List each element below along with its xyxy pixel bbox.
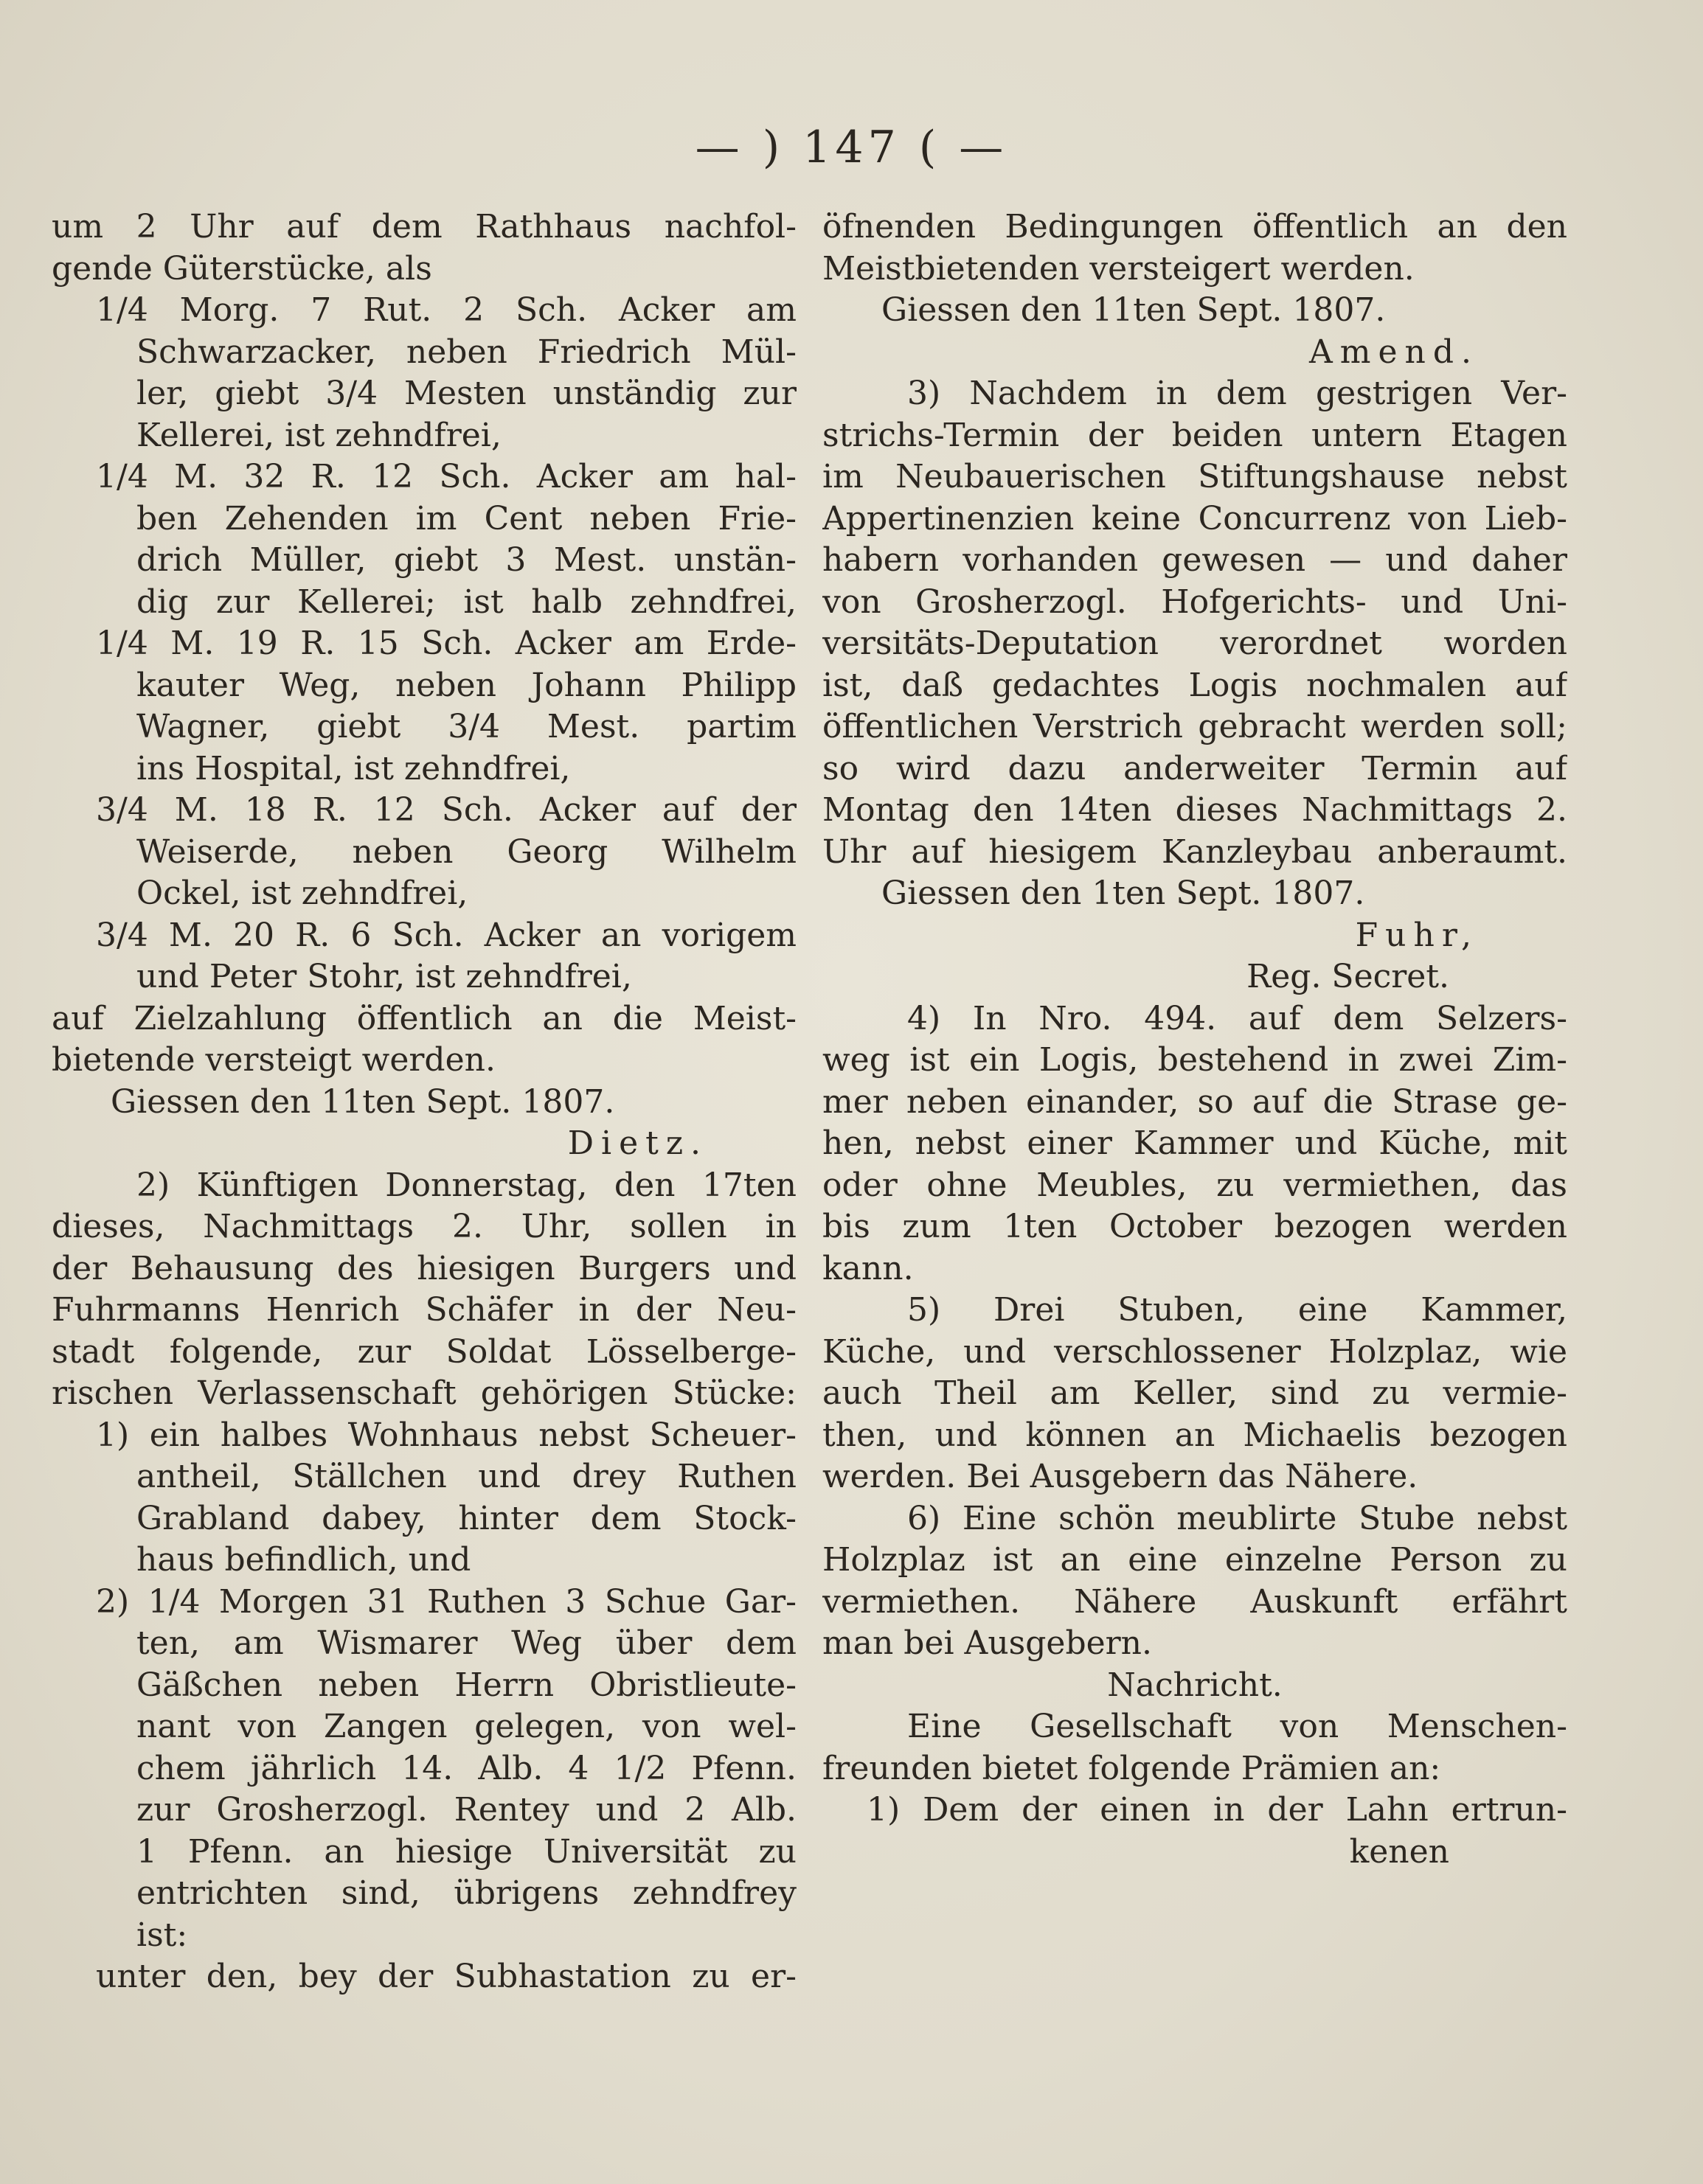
text-line: auf Zielzahlung öffentlich an die Meist- [52, 999, 797, 1037]
text-line: dig zur Kellerei; ist halb zehndfrei, [136, 582, 797, 621]
text-line: 6) Eine schön meublirte Stube nebst [907, 1499, 1567, 1537]
text-line: strichs-Termin der beiden untern Etagen [822, 416, 1567, 454]
text-line: drich Müller, giebt 3 Mest. unstän- [136, 541, 797, 579]
text-line: öfnenden Bedingungen öffentlich an den [822, 208, 1567, 246]
text-line: kenen [1349, 1832, 1449, 1871]
text-line: then, und können an Michaelis bezogen [822, 1416, 1567, 1454]
text-line: man bei Ausgebern. [822, 1624, 1153, 1662]
text-line: bis zum 1ten October bezogen werden [822, 1208, 1567, 1245]
text-line: ben Zehenden im Cent neben Frie- [136, 499, 797, 538]
text-line: gende Güterstücke, als [52, 249, 432, 288]
text-line: zur Grosherzogl. Rentey und 2 Alb. [136, 1791, 797, 1829]
text-line: Holzplaz ist an eine einzelne Person zu [822, 1541, 1567, 1579]
text-line: Kellerei, ist zehndfrei, [136, 416, 502, 454]
text-line: bietende versteigt werden. [52, 1041, 496, 1079]
text-line: ler, giebt 3/4 Mesten unständig zur [136, 375, 797, 412]
text-line: antheil, Ställchen und drey Ruthen [136, 1458, 797, 1495]
text-line: Nachricht. [1107, 1666, 1283, 1704]
text-line: um 2 Uhr auf dem Rathhaus nachfol- [52, 208, 797, 246]
text-line: Küche, und verschlossener Holzplaz, wie [822, 1332, 1567, 1371]
text-line: Wagner, giebt 3/4 Mest. partim [136, 708, 797, 745]
text-line: oder ohne Meubles, zu vermiethen, das [822, 1166, 1567, 1204]
text-line: Weiserde, neben Georg Wilhelm [136, 832, 797, 871]
text-line: Giessen den 11ten Sept. 1807. [881, 291, 1386, 329]
text-line: der Behausung des hiesigen Burgers und [52, 1249, 797, 1287]
text-line: Montag den 14ten dieses Nachmittags 2. [822, 791, 1567, 829]
text-line: 3/4 M. 18 R. 12 Sch. Acker auf der [96, 791, 797, 829]
text-line: Fuhr, [1355, 916, 1479, 954]
text-line: dieses, Nachmittags 2. Uhr, sollen in [52, 1208, 797, 1245]
text-line: ist: [136, 1916, 188, 1954]
text-line: mer neben einander, so auf die Strase ge- [822, 1082, 1567, 1121]
text-line: Grabland dabey, hinter dem Stock- [136, 1499, 797, 1537]
text-line: ins Hospital, ist zehndfrei, [136, 749, 571, 787]
text-line: 1/4 Morg. 7 Rut. 2 Sch. Acker am [96, 291, 797, 329]
text-line: rischen Verlassenschaft gehörigen Stücke: [52, 1374, 797, 1412]
text-line: hen, nebst einer Kammer und Küche, mit [822, 1124, 1567, 1162]
text-line: 1) ein halbes Wohnhaus nebst Scheuer- [96, 1416, 797, 1454]
text-line: Giessen den 11ten Sept. 1807. [111, 1082, 615, 1121]
text-line: 1) Dem der einen in der Lahn ertrun- [867, 1791, 1567, 1829]
text-line: Amend. [1308, 333, 1479, 371]
text-line: kauter Weg, neben Johann Philipp [136, 666, 797, 704]
text-line: Schwarzacker, neben Friedrich Mül- [136, 333, 797, 371]
text-line: unter den, bey der Subhastation zu er- [96, 1958, 797, 1995]
text-line: 3/4 M. 20 R. 6 Sch. Acker an vorigem [96, 916, 797, 954]
text-line: Dietz. [567, 1124, 708, 1162]
text-line: freunden bietet folgende Prämien an: [822, 1749, 1441, 1787]
text-line: vermiethen. Nähere Auskunft erfährt [822, 1582, 1567, 1621]
text-line: und Peter Stohr, ist zehndfrei, [136, 958, 632, 995]
text-line: chem jährlich 14. Alb. 4 1/2 Pfenn. [136, 1749, 797, 1787]
text-line: Uhr auf hiesigem Kanzleybau anberaumt. [822, 832, 1567, 871]
text-line: 1 Pfenn. an hiesige Universität zu [136, 1832, 797, 1871]
text-line: versitäts-Deputation verordnet worden [822, 625, 1567, 662]
text-line: im Neubauerischen Stiftungshause nebst [822, 458, 1567, 495]
text-line: ist, daß gedachtes Logis nochmalen auf [822, 666, 1567, 704]
text-line: Fuhrmanns Henrich Schäfer in der Neu- [52, 1291, 797, 1329]
text-line: entrichten sind, übrigens zehndfrey [136, 1874, 797, 1912]
text-line: 2) 1/4 Morgen 31 Ruthen 3 Schue Gar- [96, 1582, 797, 1621]
right-column [822, 206, 1567, 1873]
text-line: 5) Drei Stuben, eine Kammer, [907, 1291, 1567, 1329]
text-line: kann. [822, 1249, 914, 1287]
text-line: auch Theil am Keller, sind zu vermie- [822, 1374, 1567, 1412]
text-line: Giessen den 1ten Sept. 1807. [881, 874, 1365, 912]
text-line: Ockel, ist zehndfrei, [136, 874, 468, 912]
text-line: werden. Bei Ausgebern das Nähere. [822, 1458, 1418, 1495]
text-line: 2) Künftigen Donnerstag, den 17ten [136, 1166, 797, 1204]
text-line: Gäßchen neben Herrn Obristlieute- [136, 1666, 797, 1704]
text-line: stadt folgende, zur Soldat Lösselberge- [52, 1332, 797, 1371]
text-line: Appertinenzien keine Concurrenz von Lieb- [822, 499, 1567, 538]
left-column [52, 206, 797, 1998]
text-line: öffentlichen Verstrich gebracht werden soll; [822, 708, 1567, 745]
text-line: 1/4 M. 32 R. 12 Sch. Acker am hal- [96, 458, 797, 495]
text-line: weg ist ein Logis, bestehend in zwei Zim- [822, 1041, 1567, 1079]
text-line: von Grosherzogl. Hofgerichts- und Uni- [822, 582, 1567, 621]
text-line: ten, am Wismarer Weg über dem [136, 1624, 797, 1662]
text-line: Eine Gesellschaft von Menschen- [907, 1708, 1567, 1745]
text-line: Meistbietenden versteigert werden. [822, 249, 1415, 288]
text-line: Reg. Secret. [1246, 958, 1449, 995]
page-number-header: — ) 147 ( — [695, 122, 1008, 173]
text-line: nant von Zangen gelegen, von wel- [136, 1708, 797, 1745]
text-line: 3) Nachdem in dem gestrigen Ver- [907, 375, 1567, 412]
text-line: 4) In Nro. 494. auf dem Selzers- [907, 999, 1567, 1037]
text-line: habern vorhanden gewesen — und daher [822, 541, 1567, 579]
text-line: haus befindlich, und [136, 1541, 471, 1579]
text-line: so wird dazu anderweiter Termin auf [822, 749, 1567, 787]
text-line: 1/4 M. 19 R. 15 Sch. Acker am Erde- [96, 625, 797, 662]
